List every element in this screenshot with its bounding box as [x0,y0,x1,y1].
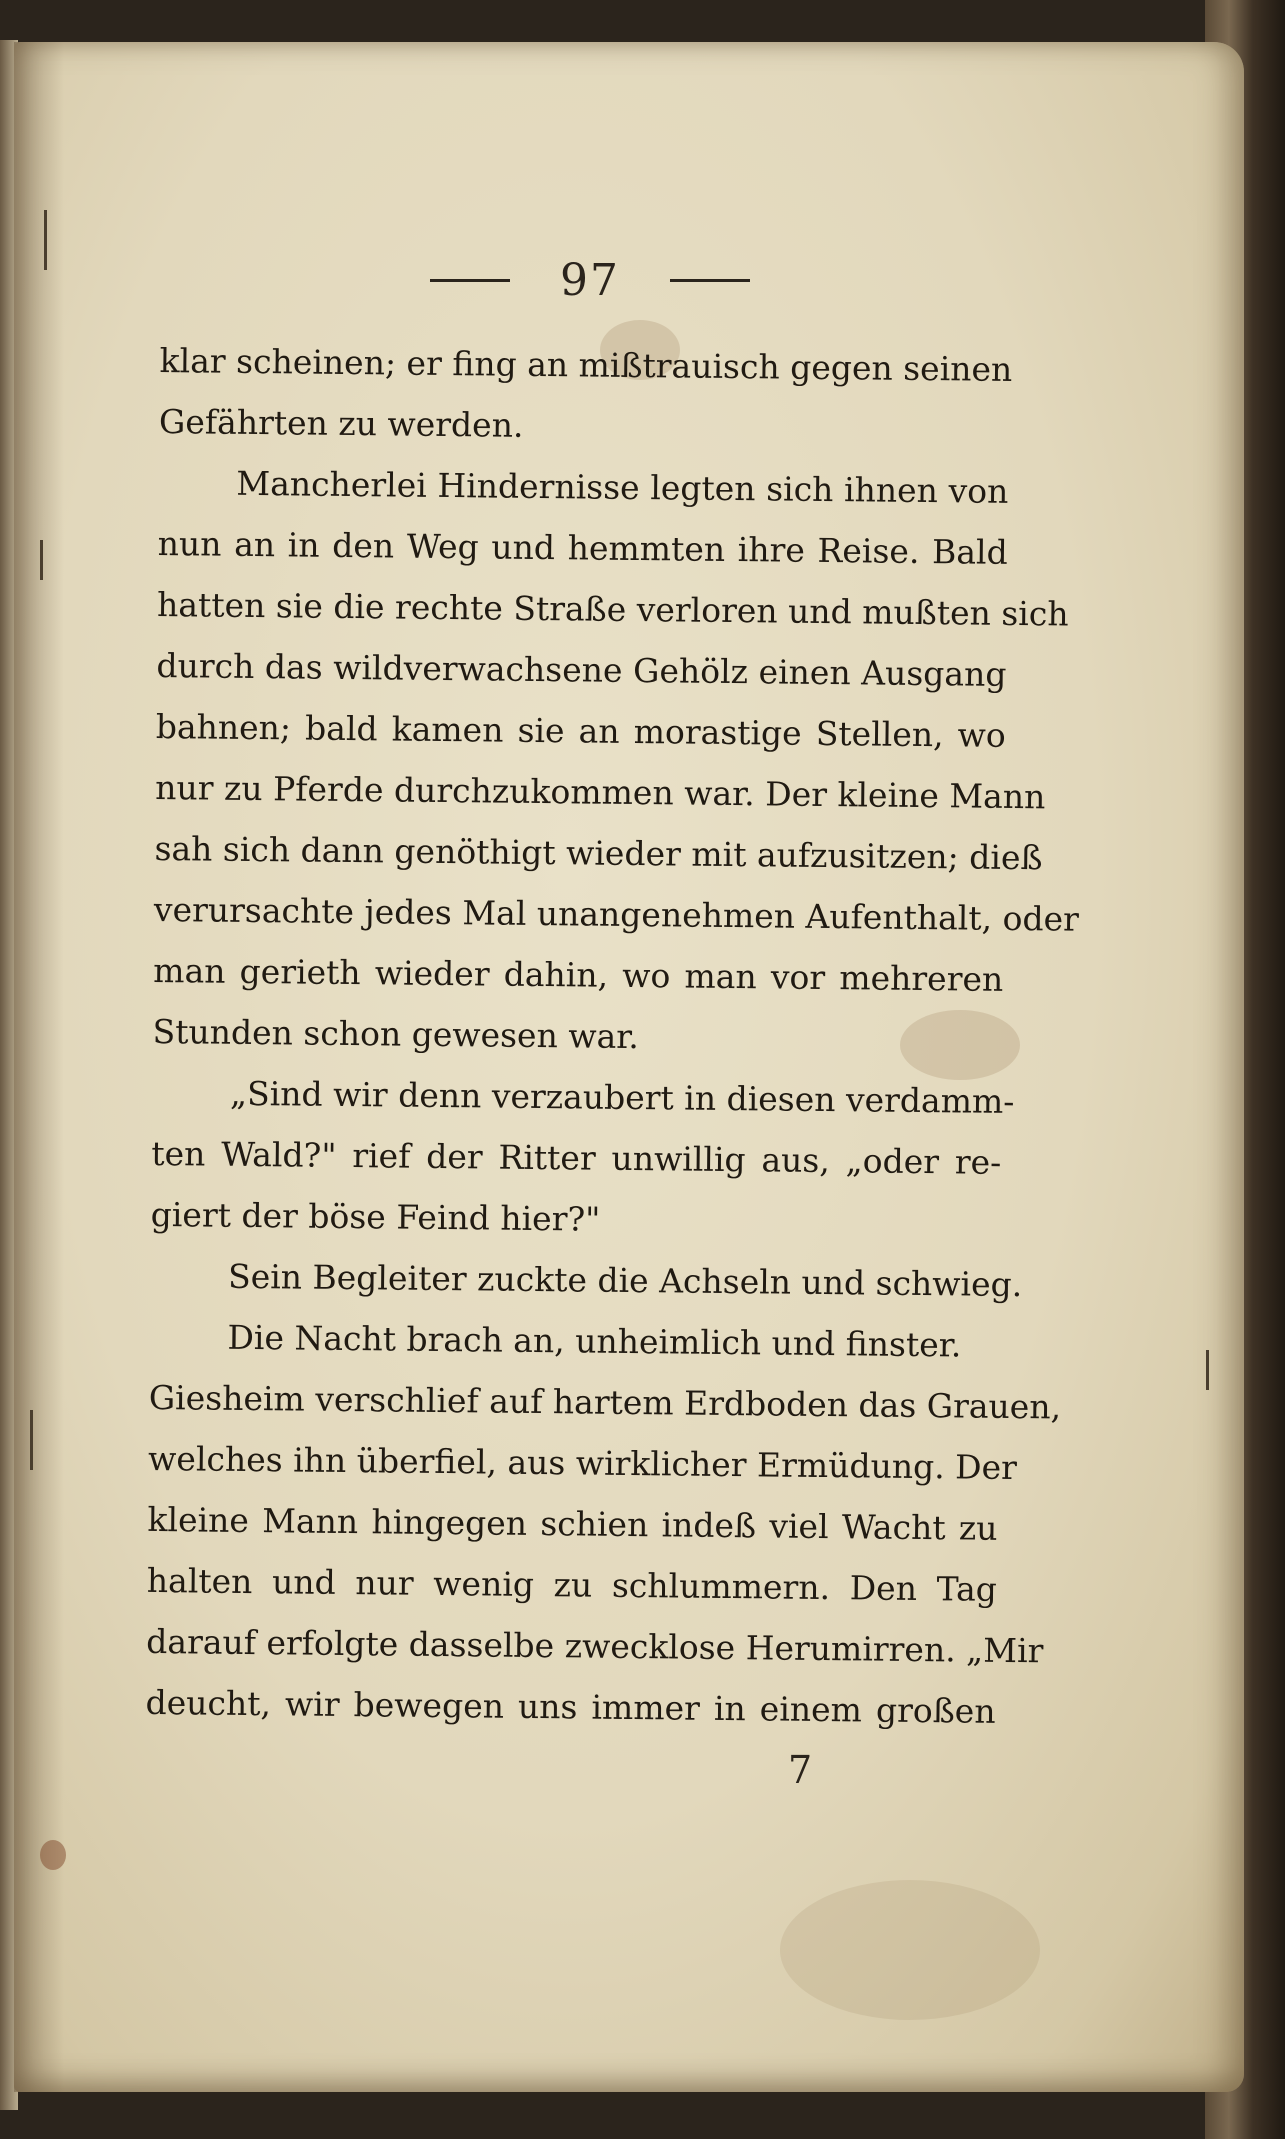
text-line: bahnen; bald kamen sie an morastige Stellen, wo [155,706,1007,755]
page-gutter-shadow [14,42,64,2092]
head-rule-right [670,279,750,282]
text-line: hatten sie die rechte Straße verloren und mußten sich [156,584,1069,634]
signature-mark: 7 [788,1748,813,1792]
paper-stain [780,1880,1040,2020]
text-line: Gefährten zu werden. [158,401,524,445]
text-line: halten und nur wenig zu schlummern. Den Tag [146,1560,998,1609]
text-line: kleine Mann hingegen schien indeß viel Wacht zu [147,1499,998,1548]
text-line: deucht, wir bewegen uns immer in einem großen [145,1682,996,1731]
text-line: Giesheim verschlief auf hartem Erdboden das Grauen, [148,1377,1062,1427]
text-line: nun an in den Weg und hemmten ihre Reise. Bald [157,523,1008,572]
page-number: 97 [560,254,620,306]
text-line: giert der böse Feind hier?" [150,1194,601,1239]
text-line: „Sind wir denn verzaubert in diesen verdamm- [229,1073,1015,1121]
text-line: man gerieth wieder dahin, wo man vor mehreren [153,950,1004,999]
body-text [145,330,1080,1742]
text-line: welches ihn überfiel, aus wirklicher Ermüdung. Der [147,1438,1018,1488]
margin-mark [1206,1350,1209,1390]
margin-mark [30,1410,33,1470]
text-line: Sein Begleiter zuckte die Achseln und schwieg. [227,1256,1023,1305]
text-line: sah sich dann genöthigt wieder mit aufzusitzen; dieß [154,828,1043,878]
margin-mark [44,210,47,270]
text-line: Stunden schon gewesen war. [152,1011,640,1057]
text-line: Mancherlei Hindernisse legten sich ihnen von [236,463,1009,511]
text-line: durch das wildverwachsene Gehölz einen Ausgang [156,645,1007,694]
text-line: Die Nacht brach an, unheimlich und finster. [227,1317,962,1365]
head-rule-left [430,279,510,282]
text-line: klar scheinen; er fing an mißtrauisch gegen seinen [159,340,1013,389]
text-line: nur zu Pferde durchzukommen war. Der kleine Mann [155,767,1046,817]
margin-mark [40,540,43,580]
text-line: darauf erfolgte dasselbe zwecklose Herumirren. „Mir [146,1621,1044,1671]
text-line: verursachte jedes Mal unangenehmen Aufenthalt, oder [153,889,1080,939]
paper-stain [40,1840,66,1870]
running-head [430,250,750,310]
text-line: ten Wald?" rief der Ritter unwillig aus, „oder re- [151,1133,1002,1182]
